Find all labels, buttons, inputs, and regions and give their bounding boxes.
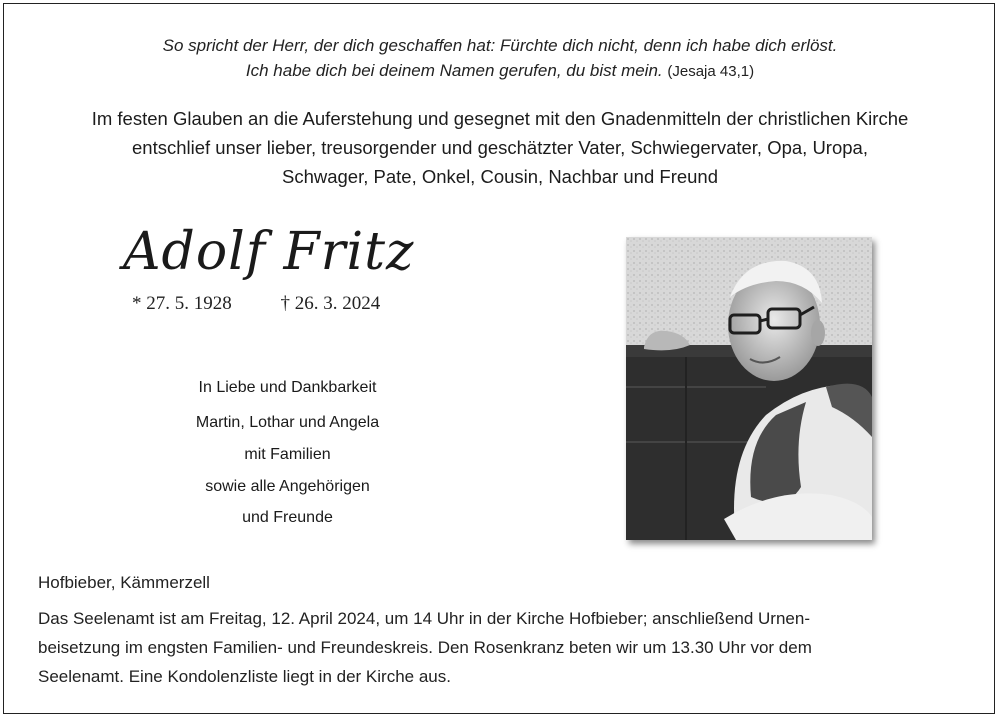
intro-line-1: Im festen Glauben an die Auferstehung und gesegnet mit den Gnadenmitteln der christlichen Kirche xyxy=(91,108,909,129)
funeral-line-1: Das Seelenamt ist am Freitag, 12. April 2024, um 14 Uhr in der Kirche Hofbieber; anschließend Urnen- xyxy=(38,609,810,628)
bible-verse-line-1: So spricht der Herr, der dich geschaffen hat: Fürchte dich nicht, denn ich habe dich erlöst. xyxy=(162,36,838,55)
mourners-lead: In Liebe und Dankbarkeit xyxy=(198,379,377,396)
funeral-line-2: beisetzung im engsten Familien- und Freundeskreis. Den Rosenkranz beten wir um 13.30 Uhr vor dem xyxy=(38,638,812,657)
funeral-line-3: Seelenamt. Eine Kondolenzliste liegt in der Kirche aus. xyxy=(38,667,451,686)
life-dates xyxy=(132,293,380,315)
funeral-announcement xyxy=(38,604,968,691)
bible-verse-line-2 xyxy=(0,58,1000,84)
bible-verse-reference: (Jesaja 43,1) xyxy=(667,63,755,80)
intro-line-3: Schwager, Pate, Onkel, Cousin, Nachbar und Freund xyxy=(281,166,719,187)
mourners-line-2: mit Familien xyxy=(244,446,331,463)
birth-date: * 27. 5. 1928 xyxy=(132,293,232,314)
portrait-photo xyxy=(626,237,872,540)
mourners-line-4: und Freunde xyxy=(242,509,333,526)
bible-verse-text: Ich habe dich bei deinem Namen gerufen, du bist mein. xyxy=(245,61,663,80)
mourners-line-1: Martin, Lothar und Angela xyxy=(195,414,380,431)
death-date: † 26. 3. 2024 xyxy=(280,293,381,314)
place-of-residence: Hofbieber, Kämmerzell xyxy=(38,573,210,592)
deceased-name: Adolf Fritz xyxy=(123,222,415,282)
intro-line-2: entschlief unser lieber, treusorgender und geschätzter Vater, Schwiegervater, Opa, Uropa, xyxy=(132,137,868,158)
mourners-line-3: sowie alle Angehörigen xyxy=(205,478,370,495)
